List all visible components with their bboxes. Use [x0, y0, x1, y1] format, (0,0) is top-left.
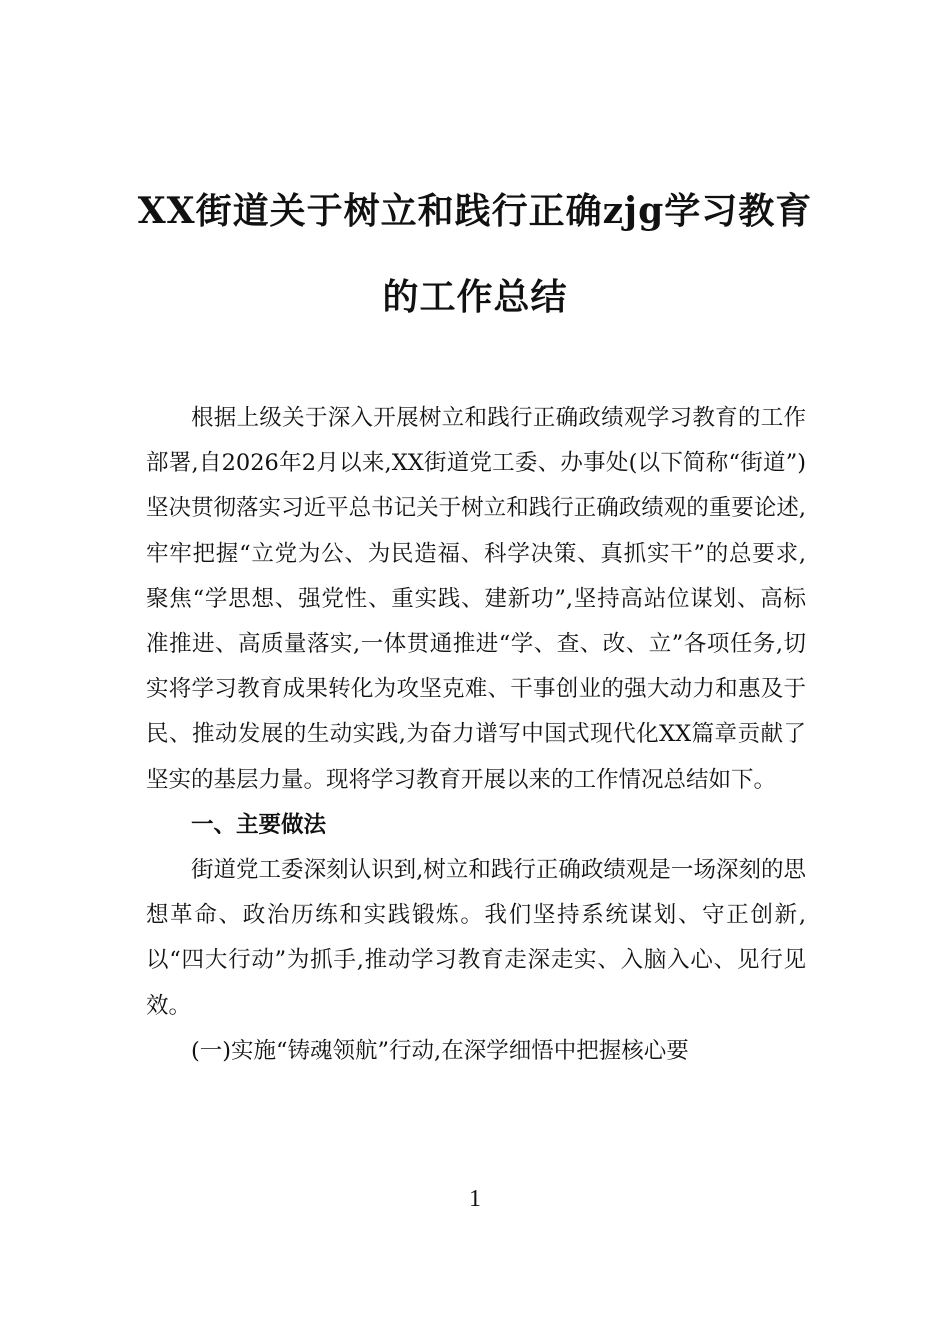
subsection-heading: (一)实施“铸魂领航”行动,在深学细悟中把握核心要	[191, 1037, 689, 1064]
body-paragraph: 街道党工委深刻认识到,树立和践行正确政绩观是一场深刻的思想革命、政治历练和实践锻炼。我们坚持系统谋划、守正创新,以“四大行动”为抓手,推动学习教育走深走实、入脑入心、见行见效。	[146, 857, 806, 1019]
page-number: 1	[469, 1186, 481, 1212]
title-line-1: XX街道关于树立和践行正确zjg学习教育	[137, 190, 813, 232]
section-heading-main-practices: 一、主要做法	[191, 811, 327, 838]
document-title	[120, 168, 830, 340]
intro-paragraph: 根据上级关于深入开展树立和践行正确政绩观学习教育的工作部署,自2026年2月以来,XX街道党工委、办事处(以下简称“街道”)坚决贯彻落实习近平总书记关于树立和践行正确政绩观的重要论述,牢牢把握“立党为公、为民造福、科学决策、真抓实干”的总要求,聚焦“学思想、强党性、重实践、建新功”,坚持高站位谋划、高标准推进、高质量落实,一体贯通推进“学、查、改、立”各项任务,切实将学习教育成果转化为攻坚克难、干事创业的强大动力和惠及于民、推动发展的生动实践,为奋力谱写中国式现代化XX篇章贡献了坚实的基层力量。现将学习教育开展以来的工作情况总结如下。	[146, 405, 806, 793]
title-line-2: 的工作总结	[382, 276, 568, 318]
document-body	[146, 396, 806, 1074]
